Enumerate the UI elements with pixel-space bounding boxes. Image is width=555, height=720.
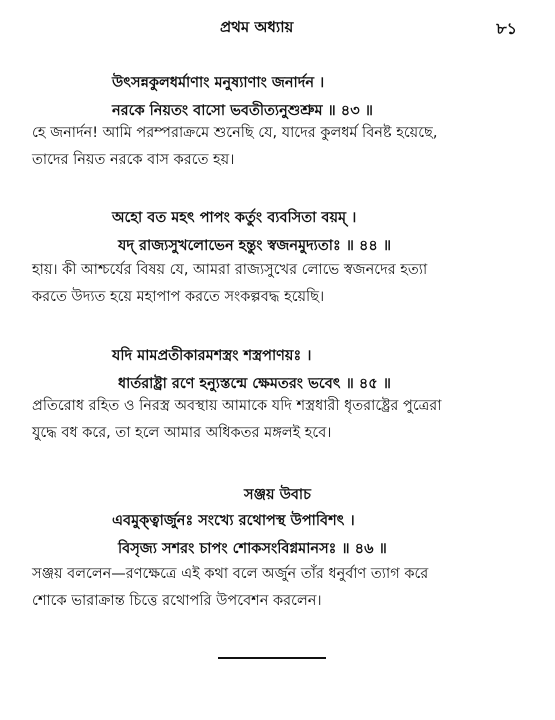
translation-line: যুদ্ধে বধ করে, তা হলে আমার অধিকতর মঙ্গলই হবে।	[32, 425, 332, 441]
verse-line: উৎসন্নকুলধর্মাণাং মনুষ্যাণাং জনার্দন ।	[112, 75, 325, 91]
verse-line: অহো বত মহৎ পাপং কর্তুং ব্যবসিতা বয়ম্ ।	[112, 210, 357, 226]
verse-line: ধার্তরাষ্ট্রা রণে হন্যুস্তন্মে ক্ষেমতরং ভবেৎ ॥ ৪৫ ॥	[118, 376, 391, 392]
verse-line: যদি মামপ্রতীকারমশস্ত্রং শস্ত্রপাণয়ঃ ।	[112, 348, 312, 364]
translation-44	[32, 257, 532, 311]
translation-line: তাদের নিয়ত নরকে বাস করতে হয়।	[32, 152, 235, 168]
translation-45	[32, 393, 532, 447]
speaker-heading: সঞ্জয় উবাচ	[244, 487, 311, 503]
translation-43	[32, 120, 532, 174]
verse-line: যদ্ রাজ্যসুখলোভেন হন্তুং স্বজনমুদ্যতাঃ ॥ ৪৪ ॥	[118, 238, 392, 254]
translation-line: হায়। কী আশ্চর্যের বিষয় যে, আমরা রাজ্যসুখের লোভে স্বজনদের হত্যা	[32, 262, 428, 278]
translation-46	[32, 561, 532, 615]
page-number: ৮১	[496, 19, 517, 38]
verse-line: বিসৃজ্য সশরং চাপং শোকসংবিগ্নমানসঃ ॥ ৪৬ ॥	[118, 541, 387, 557]
translation-line: হে জনার্দন! আমি পরম্পরাক্রমে শুনেছি যে, যাদের কুলধর্ম বিনষ্ট হয়েছে,	[32, 125, 438, 141]
translation-line: শোকে ভারাক্রান্ত চিত্তে রথোপরি উপবেশন করলেন।	[32, 593, 322, 609]
verse-line: এবমুক্ত্বার্জুনঃ সংখ্যে রথোপস্থ উপাবিশৎ ।	[112, 513, 355, 529]
translation-line: করতে উদ্যত হয়ে মহাপাপ করতে সংকল্পবদ্ধ হয়েছি।	[32, 289, 325, 305]
chapter-title: প্রথম অধ্যায়	[220, 18, 294, 36]
section-divider	[218, 657, 326, 659]
translation-line: প্রতিরোধ রহিত ও নিরস্ত্র অবস্থায় আমাকে যদি শস্ত্রধারী ধৃতরাষ্ট্রের পুত্রেরা	[32, 398, 442, 414]
translation-line: সঞ্জয় বললেন—রণক্ষেত্রে এই কথা বলে অর্জুন তাঁর ধনুর্বাণ ত্যাগ করে	[32, 566, 429, 582]
verse-line: নরকে নিয়তং বাসো ভবতীত্যনুশুশ্রুম ॥ ৪৩ ॥	[112, 103, 373, 119]
page-header	[0, 16, 555, 44]
